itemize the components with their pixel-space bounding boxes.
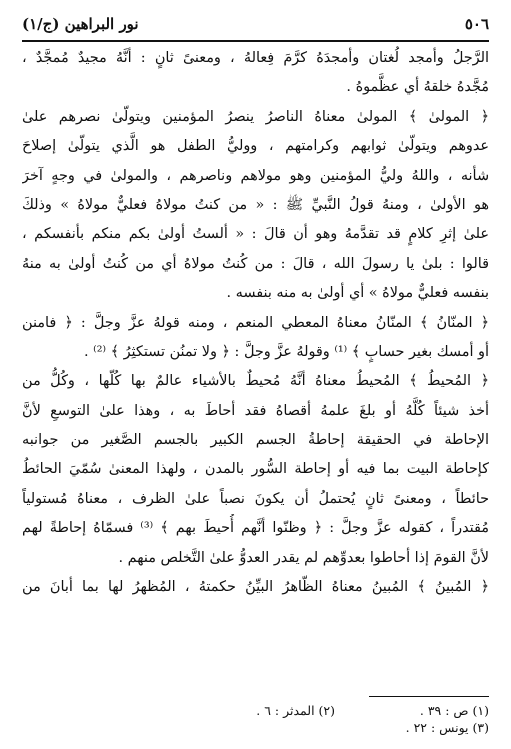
footnote-2: (٢) المدثر : ٦ . <box>256 703 336 718</box>
footnotes <box>22 702 489 736</box>
main-text <box>22 44 489 602</box>
text-line-19: ﴿ المُبينُ ﴾ المُبينُ معناهُ الظّاهرُ البيِّنُ حكمتهُ ، المُظهرُ لها بما أبانَ من <box>22 579 489 596</box>
running-title: نور البراهين (ج/١) <box>22 15 139 33</box>
text-line-11: أو أمسك بغير حسابٍ ﴾ ⁽¹⁾ وقولهُ عزَّ وجلَّ : ﴿ ولا تمنُن تستكثِرُ ﴾ ⁽²⁾ . <box>84 343 489 360</box>
page-number: ٥٠٦ <box>464 15 489 33</box>
text-line-9: بنفسه فعليٌّ مولاهُ » أي أولىٰ به منه بنفسه . <box>226 285 489 302</box>
text-line-3: ﴿ المولىٰ ﴾ المولىٰ معناهُ الناصرُ ينصرُ المؤمنين ويتولّىٰ نصرهم علىٰ <box>22 108 489 125</box>
text-line-12: ﴿ المُحيطُ ﴾ المُحيطُ معناهُ أنَّهُ مُحيطٌ بالأشياء عالمٌ بها كُلّها ، وكُلُّ من <box>22 373 489 390</box>
text-line-14: الإحاطة في الحقيقة إحاطةُ الجسم الكبير بالجسم الصَّغير من جوانبه <box>22 432 489 449</box>
footnote-rule <box>369 696 489 697</box>
text-line-1: الرَّجلُ وأمجد لُغتان وأمجدَهُ كرَّمَ فِعالهُ ، ومعنىً ثانٍ : أنَّهُ مجيدٌ مُمجَّدٌ ، <box>22 50 489 66</box>
page-header <box>22 12 489 36</box>
text-line-17: مُقتدراً ، كقوله عزَّ وجلَّ : ﴿ وظنّوا أنَّهم أُحيطَ بهم ﴾ ⁽³⁾ فسمّاهُ إحاطةً لهم <box>22 520 489 537</box>
text-line-10: ﴿ المنّانُ ﴾ المنّانُ معناهُ المعطي المنعم ، ومنه قولهُ عزَّ وجلَّ : ﴿ فامنن <box>22 314 489 331</box>
text-line-15: كإحاطة البيت بما فيه أو إحاطة السُّور بالمدن ، ولهذا المعنىٰ سُمّيَ الحائطُ <box>22 461 489 478</box>
footnote-row-1 <box>22 702 489 719</box>
text-line-5: شأنه ، واللهُ وليُّ المؤمنين وهو مولاهم وناصرهم ، والمولىٰ في وجهٍ آخرَ <box>22 167 489 184</box>
text-line-2: مُجَّدهُ خلقهُ أي عظَّموهُ . <box>346 79 489 96</box>
footnote-row-2 <box>22 719 489 736</box>
footnote-1: (١) ص : ٣٩ . <box>419 703 489 718</box>
text-line-6: هو الأولىٰ ، ومنهُ قولُ النَّبيِّ ﷺ : « من كنتُ مولاهُ فعليٌّ مولاهُ » وذلكَ <box>22 196 489 213</box>
text-line-7: علىٰ إثرِ كلامٍ قد تقدَّمهُ وهو أن قالَ : « ألستُ أولىٰ بكم منكم بأنفسكم ، <box>22 226 489 243</box>
text-line-13: أخذ شيئاً كُلَّهُ أو بلغَ علمهُ أقصاهُ فقد أحاطَ به ، وهذا علىٰ التوسعِ لأنَّ <box>22 402 489 419</box>
header-rule <box>22 40 489 42</box>
text-line-8: قالوا : بلىٰ يا رسولَ الله ، قالَ : من كُنتُ مولاهُ أي من كُنتُ أولىٰ به منهُ <box>22 255 489 272</box>
text-line-16: حائطاً ، ومعنىً ثانٍ يُحتملُ أن يكونَ نصباً علىٰ الظرف ، معناهُ مُستولياً <box>22 490 489 507</box>
footnote-3: (٣) يونس : ٢٢ . <box>405 720 489 735</box>
text-line-18: لأنَّ القومَ إذا أحاطوا بعدوِّهم لم يقدر العدوُّ علىٰ التَّخلص منهم . <box>118 549 489 566</box>
text-line-4: عدوهم ويتولّىٰ ثوابهم وكرامتهم ، ووليُّ الطفل هو الَّذي يتولّىٰ إصلاحَ <box>22 138 489 155</box>
